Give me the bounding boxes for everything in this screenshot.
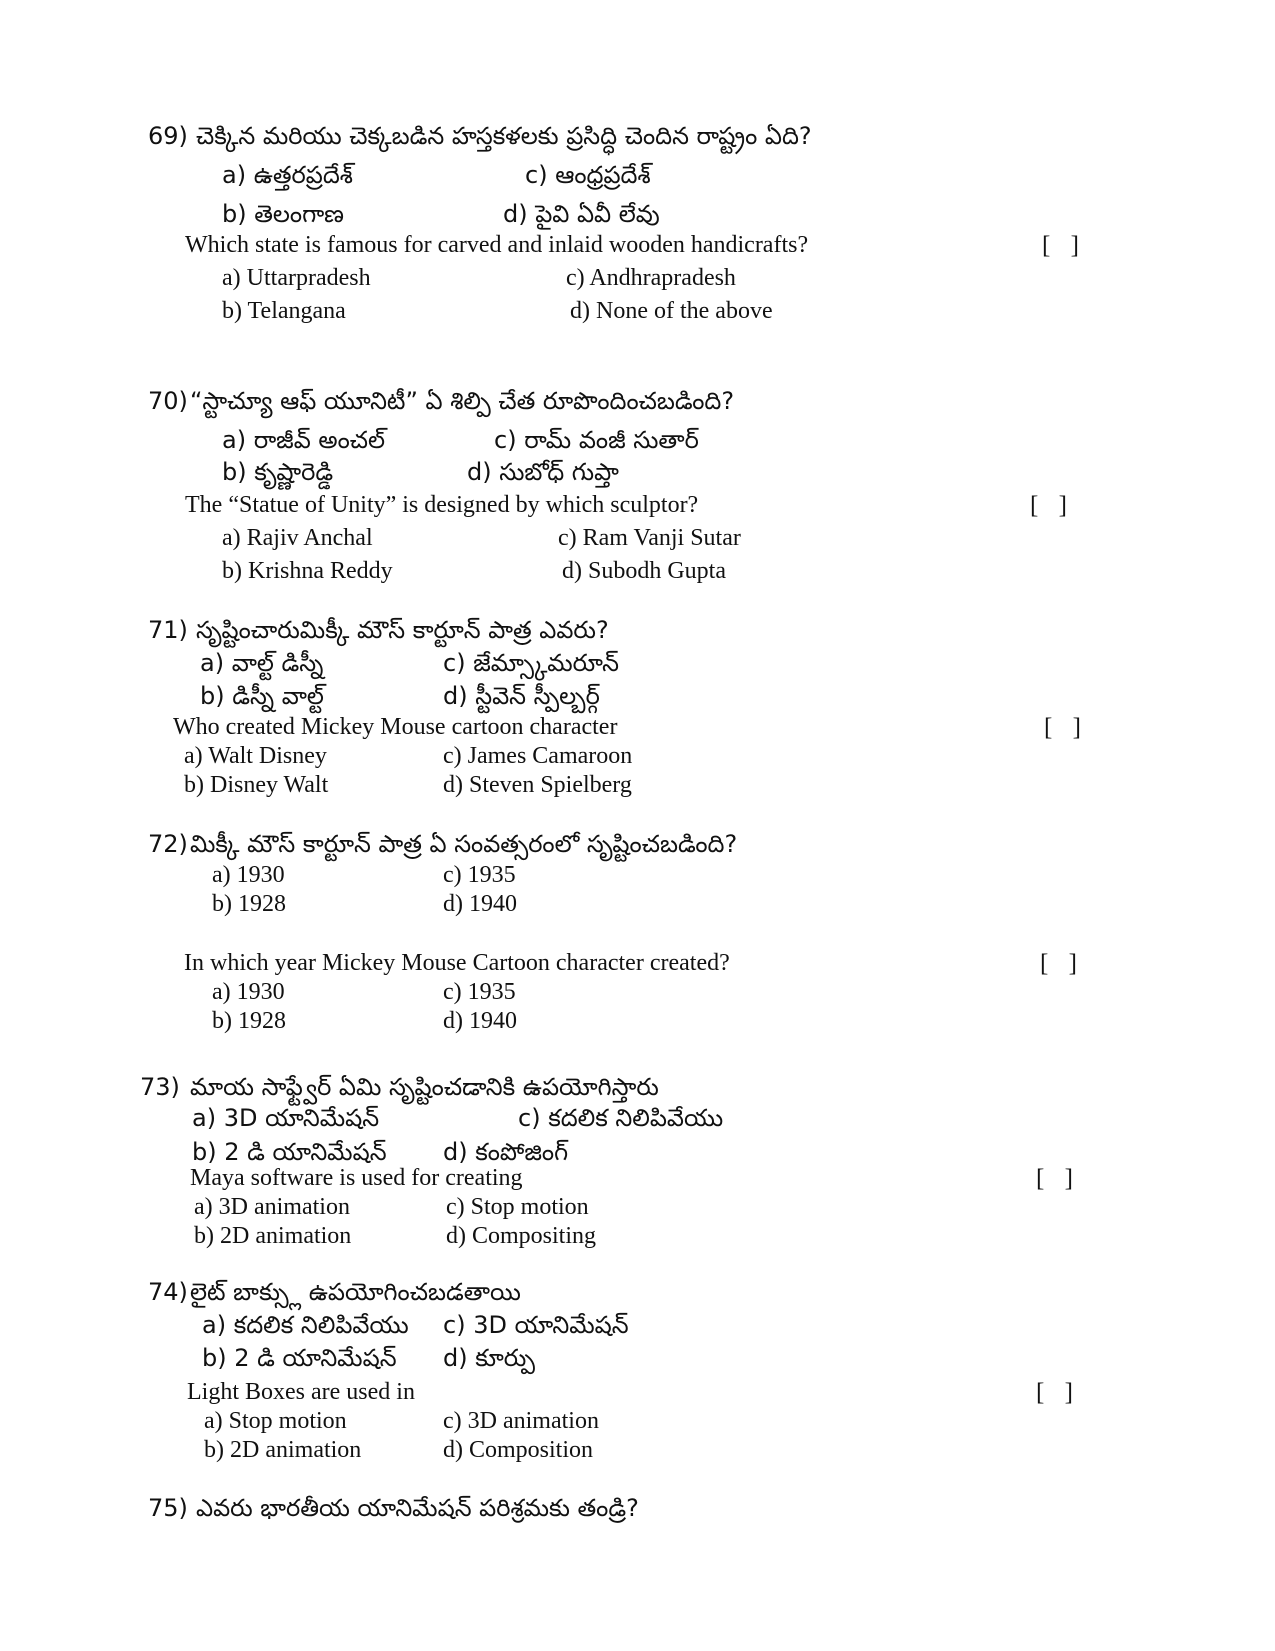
telugu-question-text: మాయ సాఫ్ట్వేర్ ఏమి సృష్టించడానికి ఉపయోగిస్తారు xyxy=(190,1073,659,1101)
telugu-option-d: d) 1940 xyxy=(443,891,517,917)
telugu-option-a: a) రాజీవ్ అంచల్ xyxy=(222,426,386,454)
telugu-option-d: d) కంపోజింగ్ xyxy=(443,1138,569,1166)
telugu-option-c: c) జేమ్స్కామరూన్ xyxy=(443,649,619,677)
telugu-question-text: సృష్టించారుమిక్కీ మౌస్ కార్టూన్ పాత్ర ఎవరు? xyxy=(196,616,609,644)
question-number: 73) xyxy=(140,1073,180,1101)
english-option-d: d) Subodh Gupta xyxy=(562,558,726,584)
question-number: 75) xyxy=(148,1494,188,1522)
telugu-question-text: ఎవరు భారతీయ యానిమేషన్ పరిశ్రమకు తండ్రి? xyxy=(196,1494,639,1522)
telugu-question-text: “స్టాచ్యూ ఆఫ్ యూనిటీ” ఏ శిల్పి చేత రూపొందించబడింది? xyxy=(190,387,735,415)
telugu-option-c: c) 1935 xyxy=(443,862,516,888)
english-question-text: Which state is famous for carved and inlaid wooden handicrafts? xyxy=(185,232,809,258)
english-question-text: The “Statue of Unity” is designed by which sculptor? xyxy=(185,492,699,518)
english-option-c: c) Stop motion xyxy=(446,1194,589,1220)
telugu-option-b: b) డిస్నీ వాల్ట్ xyxy=(200,682,324,710)
telugu-option-c: c) కదలిక నిలిపివేయు xyxy=(518,1104,724,1132)
telugu-option-d: d) స్టీవెన్ స్పీల్బర్గ్ xyxy=(443,682,600,710)
telugu-question-text: చెక్కిన మరియు చెక్కబడిన హస్తకళలకు ప్రసిద్ధి చెందిన రాష్ట్రం ఏది? xyxy=(196,122,812,150)
english-option-d: d) Composition xyxy=(443,1437,594,1463)
english-option-d: d) 1940 xyxy=(443,1008,517,1034)
telugu-option-b: b) 1928 xyxy=(212,891,286,917)
telugu-option-a: a) ఉత్తరప్రదేశ్ xyxy=(222,161,353,189)
english-option-b: b) 2D animation xyxy=(194,1223,352,1249)
question-number: 69) xyxy=(148,122,188,150)
english-question-text: Who created Mickey Mouse cartoon character xyxy=(173,714,618,740)
english-option-a: a) 1930 xyxy=(212,979,285,1005)
english-option-c: c) James Camaroon xyxy=(443,743,633,769)
telugu-option-d: d) కూర్పు xyxy=(443,1344,536,1372)
english-option-c: c) 3D animation xyxy=(443,1408,599,1434)
telugu-option-c: c) ఆంధ్రప్రదేశ్ xyxy=(525,161,651,189)
english-question-text: Maya software is used for creating xyxy=(190,1165,523,1191)
telugu-option-d: d) పైవి ఏవీ లేవు xyxy=(503,200,660,228)
answer-bracket: [ ] xyxy=(1042,232,1079,259)
answer-bracket: [ ] xyxy=(1044,714,1081,741)
telugu-option-d: d) సుబోధ్ గుప్తా xyxy=(467,458,619,486)
english-option-c: c) Andhrapradesh xyxy=(566,265,736,291)
telugu-option-a: a) వాల్ట్ డిస్నీ xyxy=(200,649,324,677)
telugu-question-text: మిక్కీ మౌస్ కార్టూన్ పాత్ర ఏ సంవత్సరంలో సృష్టించబడింది? xyxy=(190,830,738,858)
english-option-a: a) 3D animation xyxy=(194,1194,350,1220)
english-option-a: a) Rajiv Anchal xyxy=(222,525,373,551)
english-option-b: b) Telangana xyxy=(222,298,346,324)
telugu-option-b: b) 2 డి యానిమేషన్ xyxy=(192,1138,387,1166)
telugu-option-b: b) 2 డి యానిమేషన్ xyxy=(202,1344,397,1372)
english-option-d: d) Compositing xyxy=(446,1223,597,1249)
telugu-option-a: a) కదలిక నిలిపివేయు xyxy=(202,1311,409,1339)
question-number: 72) xyxy=(148,830,188,858)
telugu-option-a: a) 1930 xyxy=(212,862,285,888)
english-option-c: c) Ram Vanji Sutar xyxy=(558,525,741,551)
answer-bracket: [ ] xyxy=(1040,950,1077,977)
english-question-text: Light Boxes are used in xyxy=(187,1379,415,1405)
english-option-a: a) Walt Disney xyxy=(184,743,327,769)
telugu-question-text: లైట్ బాక్స్లు ఉపయోగించబడతాయి xyxy=(190,1278,521,1306)
english-option-b: b) Krishna Reddy xyxy=(222,558,393,584)
telugu-option-c: c) రామ్ వంజీ సుతార్ xyxy=(494,426,699,454)
telugu-option-c: c) 3D యానిమేషన్ xyxy=(443,1311,629,1339)
question-number: 70) xyxy=(148,387,188,415)
answer-bracket: [ ] xyxy=(1036,1165,1073,1192)
telugu-option-b: b) కృష్ణారెడ్డి xyxy=(222,458,334,486)
answer-bracket: [ ] xyxy=(1030,492,1067,519)
english-option-a: a) Stop motion xyxy=(204,1408,347,1434)
question-number: 71) xyxy=(148,616,188,644)
english-option-b: b) 1928 xyxy=(212,1008,286,1034)
english-option-c: c) 1935 xyxy=(443,979,516,1005)
english-question-text: In which year Mickey Mouse Cartoon character created? xyxy=(184,950,730,976)
english-option-d: d) Steven Spielberg xyxy=(443,772,632,798)
telugu-option-a: a) 3D యానిమేషన్ xyxy=(192,1104,380,1132)
english-option-a: a) Uttarpradesh xyxy=(222,265,371,291)
english-option-d: d) None of the above xyxy=(570,298,773,324)
telugu-option-b: b) తెలంగాణ xyxy=(222,200,345,228)
english-option-b: b) 2D animation xyxy=(204,1437,362,1463)
english-option-b: b) Disney Walt xyxy=(184,772,329,798)
answer-bracket: [ ] xyxy=(1036,1379,1073,1406)
question-number: 74) xyxy=(148,1278,188,1306)
